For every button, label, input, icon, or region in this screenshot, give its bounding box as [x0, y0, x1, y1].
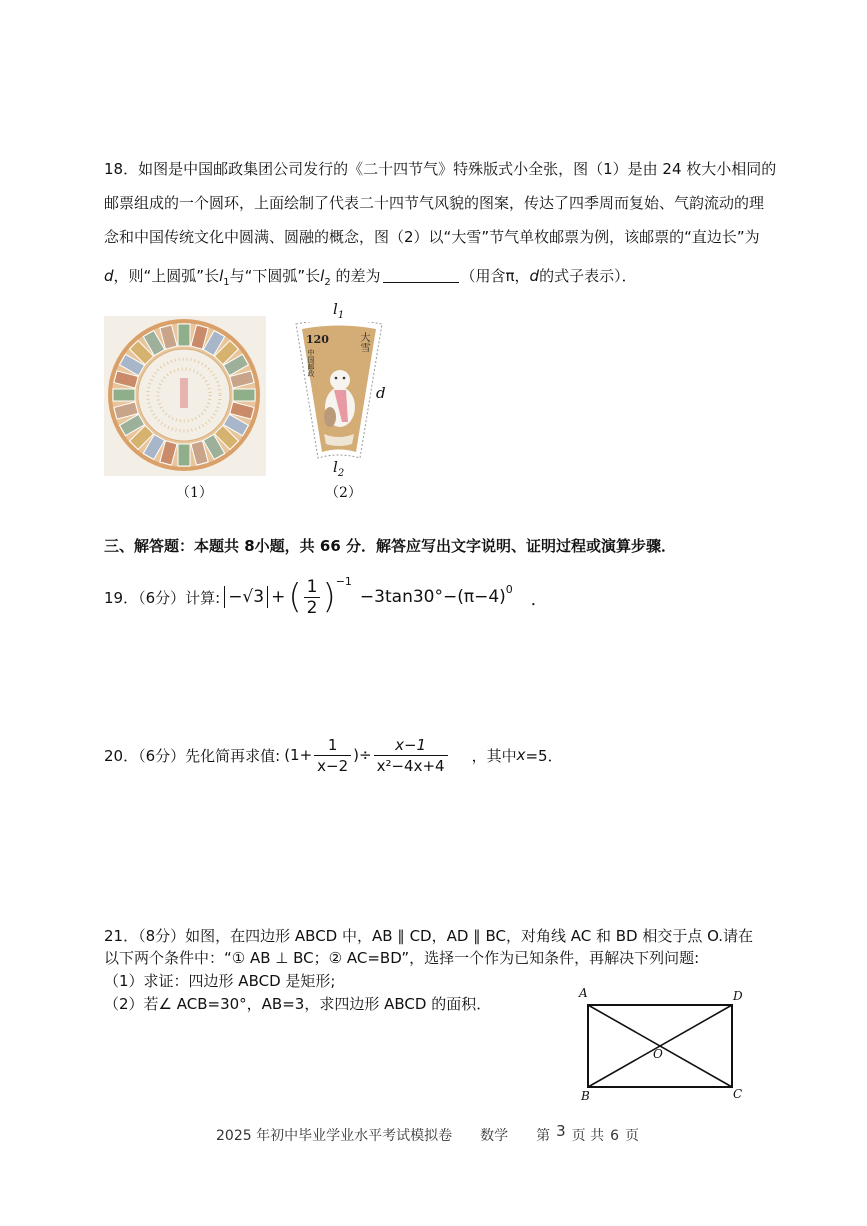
q19-prefix: 19．（6分）计算: [104, 588, 221, 607]
q18-line4: d，则“上圆弧”长$l_1$与“下圆弧”长$l_2$ 的差为 （用含π，d的式子表示）． [104, 267, 637, 288]
point-C: C [733, 1087, 743, 1101]
label-l2: $l_2$ [333, 458, 345, 479]
q20-line [104, 730, 563, 780]
label-d: d [376, 384, 386, 402]
ring-stamp [233, 389, 255, 401]
point-B: B [581, 1089, 590, 1103]
figure1-caption: （1） [176, 485, 213, 501]
half-fraction: $\frac{1}{2}$ [304, 577, 321, 618]
stamp-country: 中国邮政 [307, 349, 315, 377]
ring-stamp [113, 389, 135, 401]
answer-blank[interactable] [383, 268, 459, 283]
point-D: D [733, 989, 743, 1003]
q21-line4: （2）若∠ ACB=30°，AB=3，求四边形 ABCD 的面积． [104, 995, 492, 1013]
q21-line2: 以下两个条件中：“① AB ⊥ BC；② AC=BD”，选择一个作为已知条件，再解决下列问题: [104, 949, 700, 967]
point-O: O [653, 1047, 663, 1061]
q19-line [104, 572, 548, 622]
point-A: A [579, 986, 588, 1000]
label-l1: $l_1$ [333, 300, 345, 321]
ring-stamp [178, 444, 190, 466]
var-d: d [104, 267, 114, 285]
q18-line3: 念和中国传统文化中圆满、圆融的概念，图（2）以“大雪”节气单枚邮票为例，该邮票的“直边长”为 [104, 228, 760, 246]
rectangle-figure [575, 985, 755, 1105]
q19-expression: −√3 + ( $\frac{1}{2}$ ) −1 −3tan30°−(π−4) 0 ． [224, 577, 548, 618]
section-title: 三、解答题：本题共 8小题，共 66 分．解答应写出文字说明、证明过程或演算步骤． [104, 537, 676, 555]
footer-subject: 数学 [480, 1128, 509, 1144]
stamp-value: 120 [306, 333, 329, 346]
stamp-ring-image [104, 316, 266, 476]
stamp-name: 大雪 [358, 332, 369, 352]
page-footer: 2025 年初中毕业学业水平考试模拟卷 数学 第 3 页 共 6 页 [216, 1122, 640, 1144]
q20-prefix: 20．（6分）先化简再求值: [104, 746, 281, 765]
footer-page-number: 3 [556, 1122, 566, 1140]
q20-expression: (1+ $\frac{1}{x-2}$ )÷ $\frac{x-1}{\text{x²−4x+4}}$ ，其中 x =5． [284, 735, 563, 775]
fraction-1: $\frac{1}{x-2}$ [314, 735, 351, 776]
q21-line3: （1）求证：四边形 ABCD 是矩形; [104, 972, 336, 990]
snow-stamp-figure [294, 322, 384, 460]
fraction-2: $\frac{x-1}{\text{x²−4x+4}}$ [374, 735, 448, 776]
rectangle-diagram [575, 985, 755, 1105]
footer-page-total: 6 [610, 1128, 620, 1144]
q21-line1: 21．（8分）如图，在四边形 ABCD 中，AB ∥ CD，AD ∥ BC，对角线 AC 和 BD 相交于点 O.请在 [104, 927, 754, 945]
footer-exam-title: 2025 年初中毕业学业水平考试模拟卷 [216, 1128, 453, 1144]
q18-line1: 18．如图是中国邮政集团公司发行的《二十四节气》特殊版式小全张，图（1）是由 24 枚大小相同的 [104, 160, 777, 178]
abs-value: −√3 [224, 586, 268, 608]
stamp-ring-figure [104, 316, 266, 476]
q18-line2: 邮票组成的一个圆环，上面绘制了代表二十四节气风貌的图案，传达了四季周而复始、气韵流动的理 [104, 194, 765, 212]
ring-stamp [178, 324, 190, 346]
figure2-caption: （2） [325, 485, 362, 501]
